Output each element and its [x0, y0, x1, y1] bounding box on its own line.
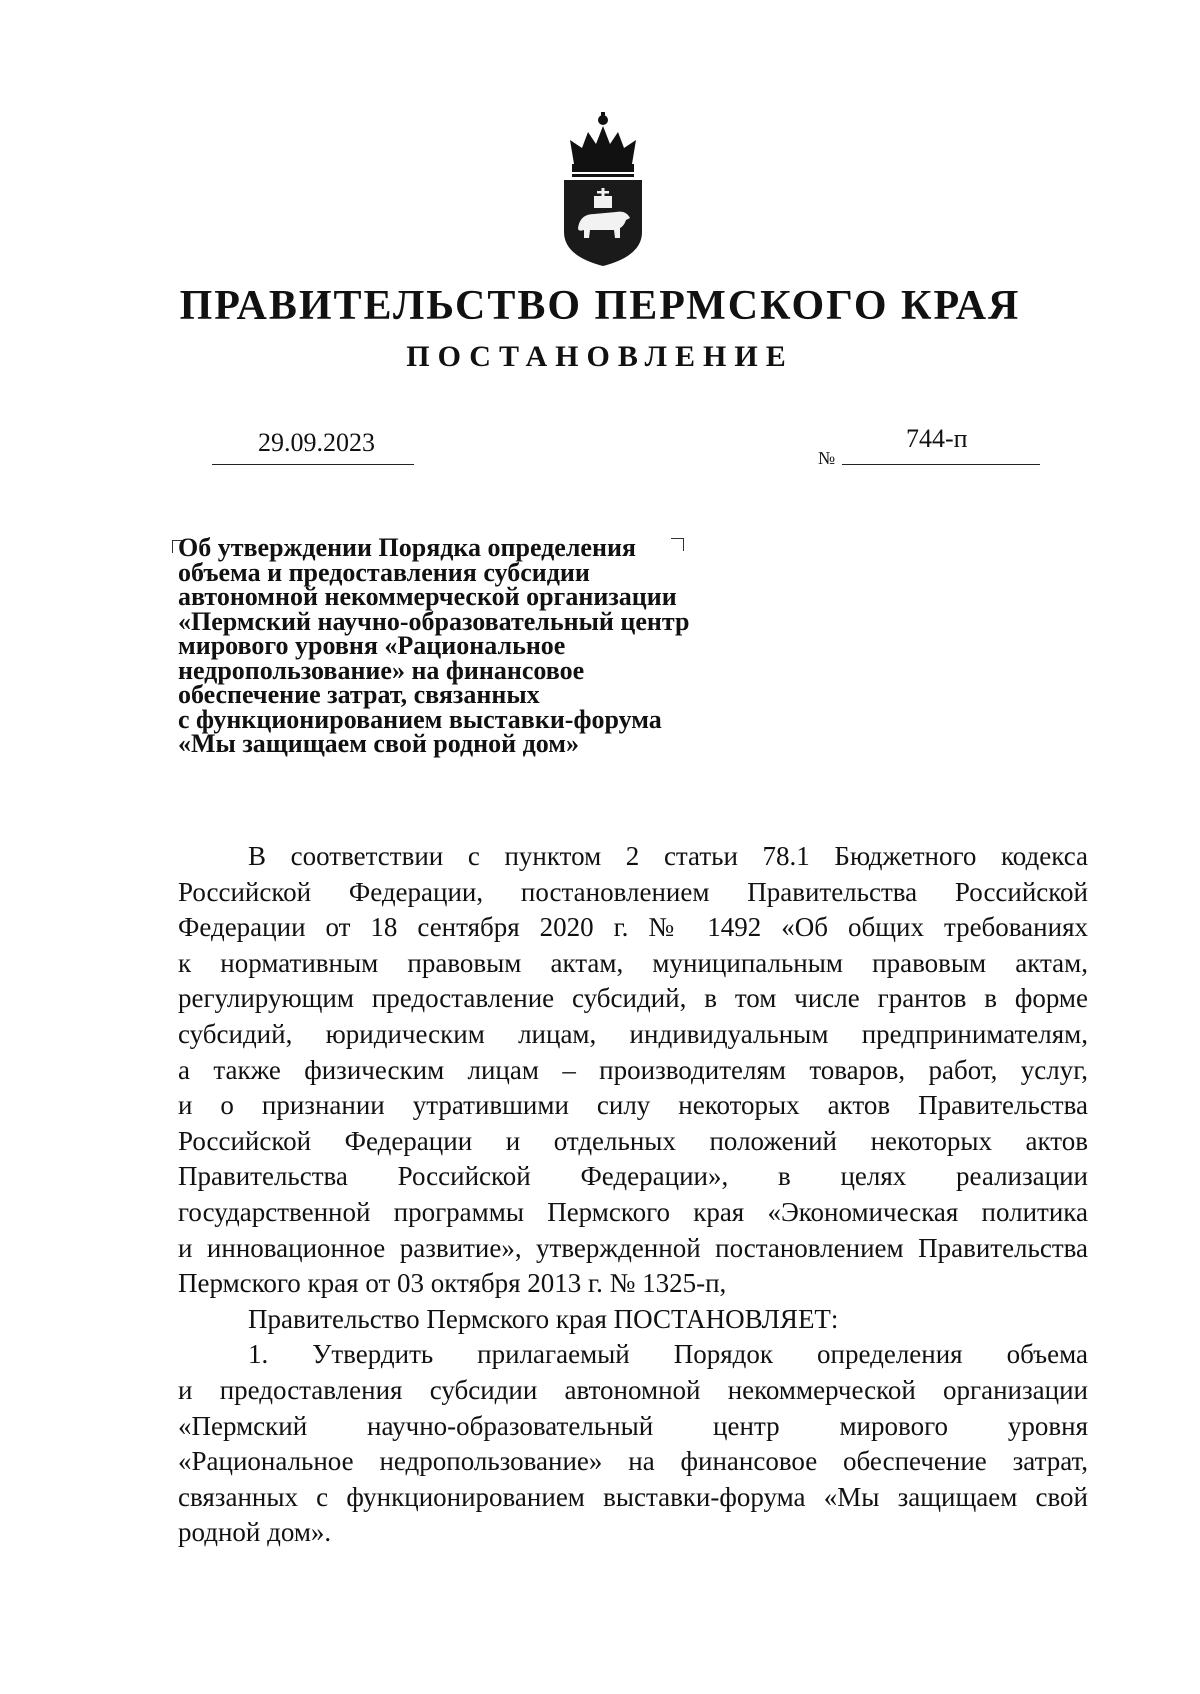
body-line: а также физическим лицам – производителям товаров, работ, услуг,: [178, 1054, 1088, 1085]
subject-line: с функционированием выставки-форума: [178, 704, 662, 734]
number-sign: №: [818, 448, 836, 468]
body-line: В соответствии с пунктом 2 статьи 78.1 Бюджетного кодекса: [248, 841, 1088, 871]
subject-line: объема и предоставления субсидии: [178, 557, 590, 587]
subject-line: мирового уровня «Рациональное: [178, 631, 566, 660]
body-line: Пермского края от 03 октября 2013 г. № 1325-п,: [178, 1268, 727, 1299]
clause-1-line: «Рациональное недропользование» на финансовое обеспечение затрат,: [178, 1446, 1088, 1477]
subject-line: автономной некоммерческой организации: [178, 582, 677, 611]
body-line: государственной программы Пермского края «Экономическая политика: [178, 1196, 1088, 1227]
clause-1-line: родной дом».: [178, 1517, 332, 1548]
subject-line: обеспечение затрат, связанных: [178, 680, 540, 709]
body-line: Правительства Российской Федерации», в целях реализации: [178, 1161, 1088, 1192]
clause-1-line: 1. Утвердить прилагаемый Порядок определения объема: [248, 1339, 1088, 1370]
body-line: Федерации от 18 сентября 2020 г. № 1492 «Об общих требованиях: [178, 912, 1088, 943]
subject-line: «Мы защищаем свой родной дом»: [178, 729, 579, 758]
number-underline: [842, 464, 1040, 465]
body-line: Российской Федерации, постановлением Правительства Российской: [178, 876, 1088, 907]
body-line: регулирующим предоставление субсидий, в том числе грантов в форме: [178, 983, 1088, 1014]
body-line: и о признании утратившими силу некоторых актов Правительства: [178, 1090, 1088, 1121]
document-body: [178, 839, 1088, 1551]
body-line: к нормативным правовым актам, муниципальным правовым актам,: [178, 947, 1088, 978]
organization-title: ПРАВИТЕЛЬСТВО ПЕРМСКОГО КРАЯ: [179, 283, 1021, 329]
document-date: 29.09.2023: [258, 428, 375, 457]
subject-line: недропользование» на финансовое: [178, 655, 585, 685]
resolution-line: Правительство Пермского края ПОСТАНОВЛЯЕТ:: [248, 1303, 839, 1334]
clause-1-line: «Пермский научно-образовательный центр мирового уровня: [178, 1410, 1088, 1441]
clause-1-line: связанных с функционированием выставки-форума «Мы защищаем свой: [178, 1481, 1088, 1512]
subject-line: Об утверждении Порядка определения: [178, 533, 636, 562]
date-underline: [212, 464, 414, 465]
perm-krai-coat-of-arms-icon: [560, 110, 646, 268]
document-subject: [178, 533, 778, 758]
body-line: и инновационное развитие», утвержденной постановлением Правительства: [178, 1232, 1088, 1263]
clause-1-line: и предоставления субсидии автономной некоммерческой организации: [178, 1374, 1088, 1405]
body-line: субсидий, юридическим лицам, индивидуальным предпринимателям,: [178, 1018, 1088, 1049]
body-line: Российской Федерации и отдельных положений некоторых актов: [178, 1125, 1088, 1156]
document-number: 744-п: [906, 424, 968, 453]
subject-line: «Пермский научно-образовательный центр: [178, 606, 690, 636]
document-type: ПОСТАНОВЛЕНИЕ: [406, 340, 794, 373]
